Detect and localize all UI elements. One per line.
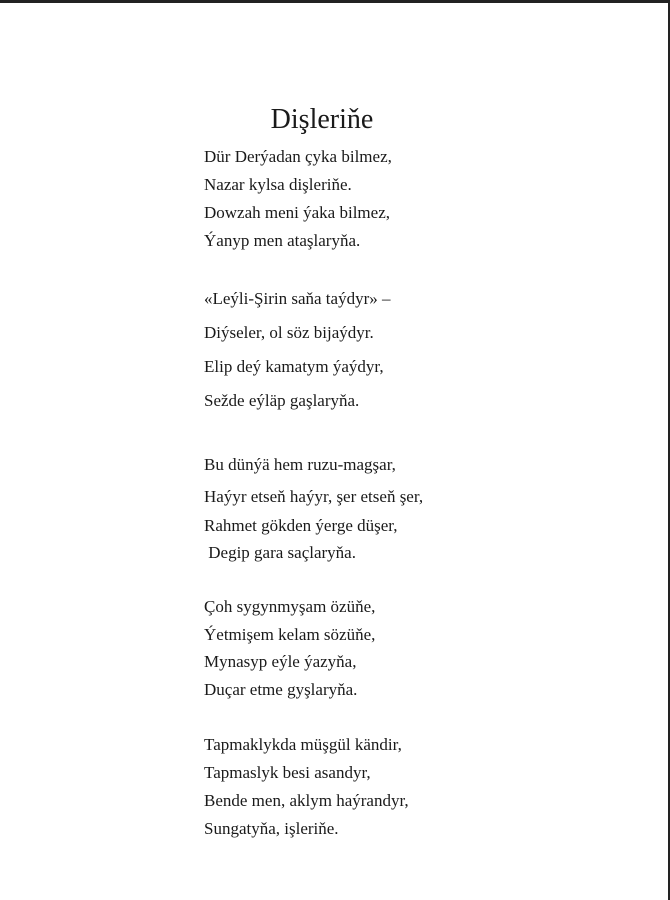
poem-line: Tapmaklykda müşgül kändir, — [204, 735, 402, 754]
poem-line: Tapmaslyk besi asandyr, — [204, 763, 371, 782]
top-border — [0, 0, 670, 3]
poem-title: Dişleriňe — [270, 104, 374, 135]
poem-line: Mynasyp eýle ýazyňa, — [204, 652, 357, 671]
poem-line: Sungatyňa, işleriňe. — [204, 819, 339, 838]
poem-line: «Leýli-Şirin saňa taýdyr» – — [204, 289, 391, 308]
poem-line: Degip gara saçlaryňa. — [204, 543, 356, 562]
poem-line: Rahmet gökden ýerge düşer, — [204, 516, 398, 535]
poem-line: Haýyr etseň haýyr, şer etseň şer, — [204, 487, 424, 506]
poem-line: Sežde eýläp gaşlaryňa. — [204, 391, 360, 410]
poem-line: Bende men, aklym haýrandyr, — [204, 791, 409, 810]
poem-line: Çoh sygynmyşam özüňe, — [204, 597, 376, 616]
poem-line: Elip deý kamatym ýaýdyr, — [204, 357, 384, 376]
poem-line: Ýanyp men ataşlaryňa. — [204, 231, 361, 250]
poem-line: Duçar etme gyşlaryňa. — [204, 680, 358, 699]
poem-line: Diýseler, ol söz bijaýdyr. — [204, 323, 374, 342]
poem-line: Dowzah meni ýaka bilmez, — [204, 203, 390, 222]
poem-line: Dür Derýadan çyka bilmez, — [204, 147, 392, 166]
poem-line: Bu dünýä hem ruzu-magşar, — [204, 455, 396, 474]
poem-line: Ýetmişem kelam sözüňe, — [204, 625, 376, 644]
poem-line: Nazar kylsa dişleriňe. — [204, 175, 352, 194]
